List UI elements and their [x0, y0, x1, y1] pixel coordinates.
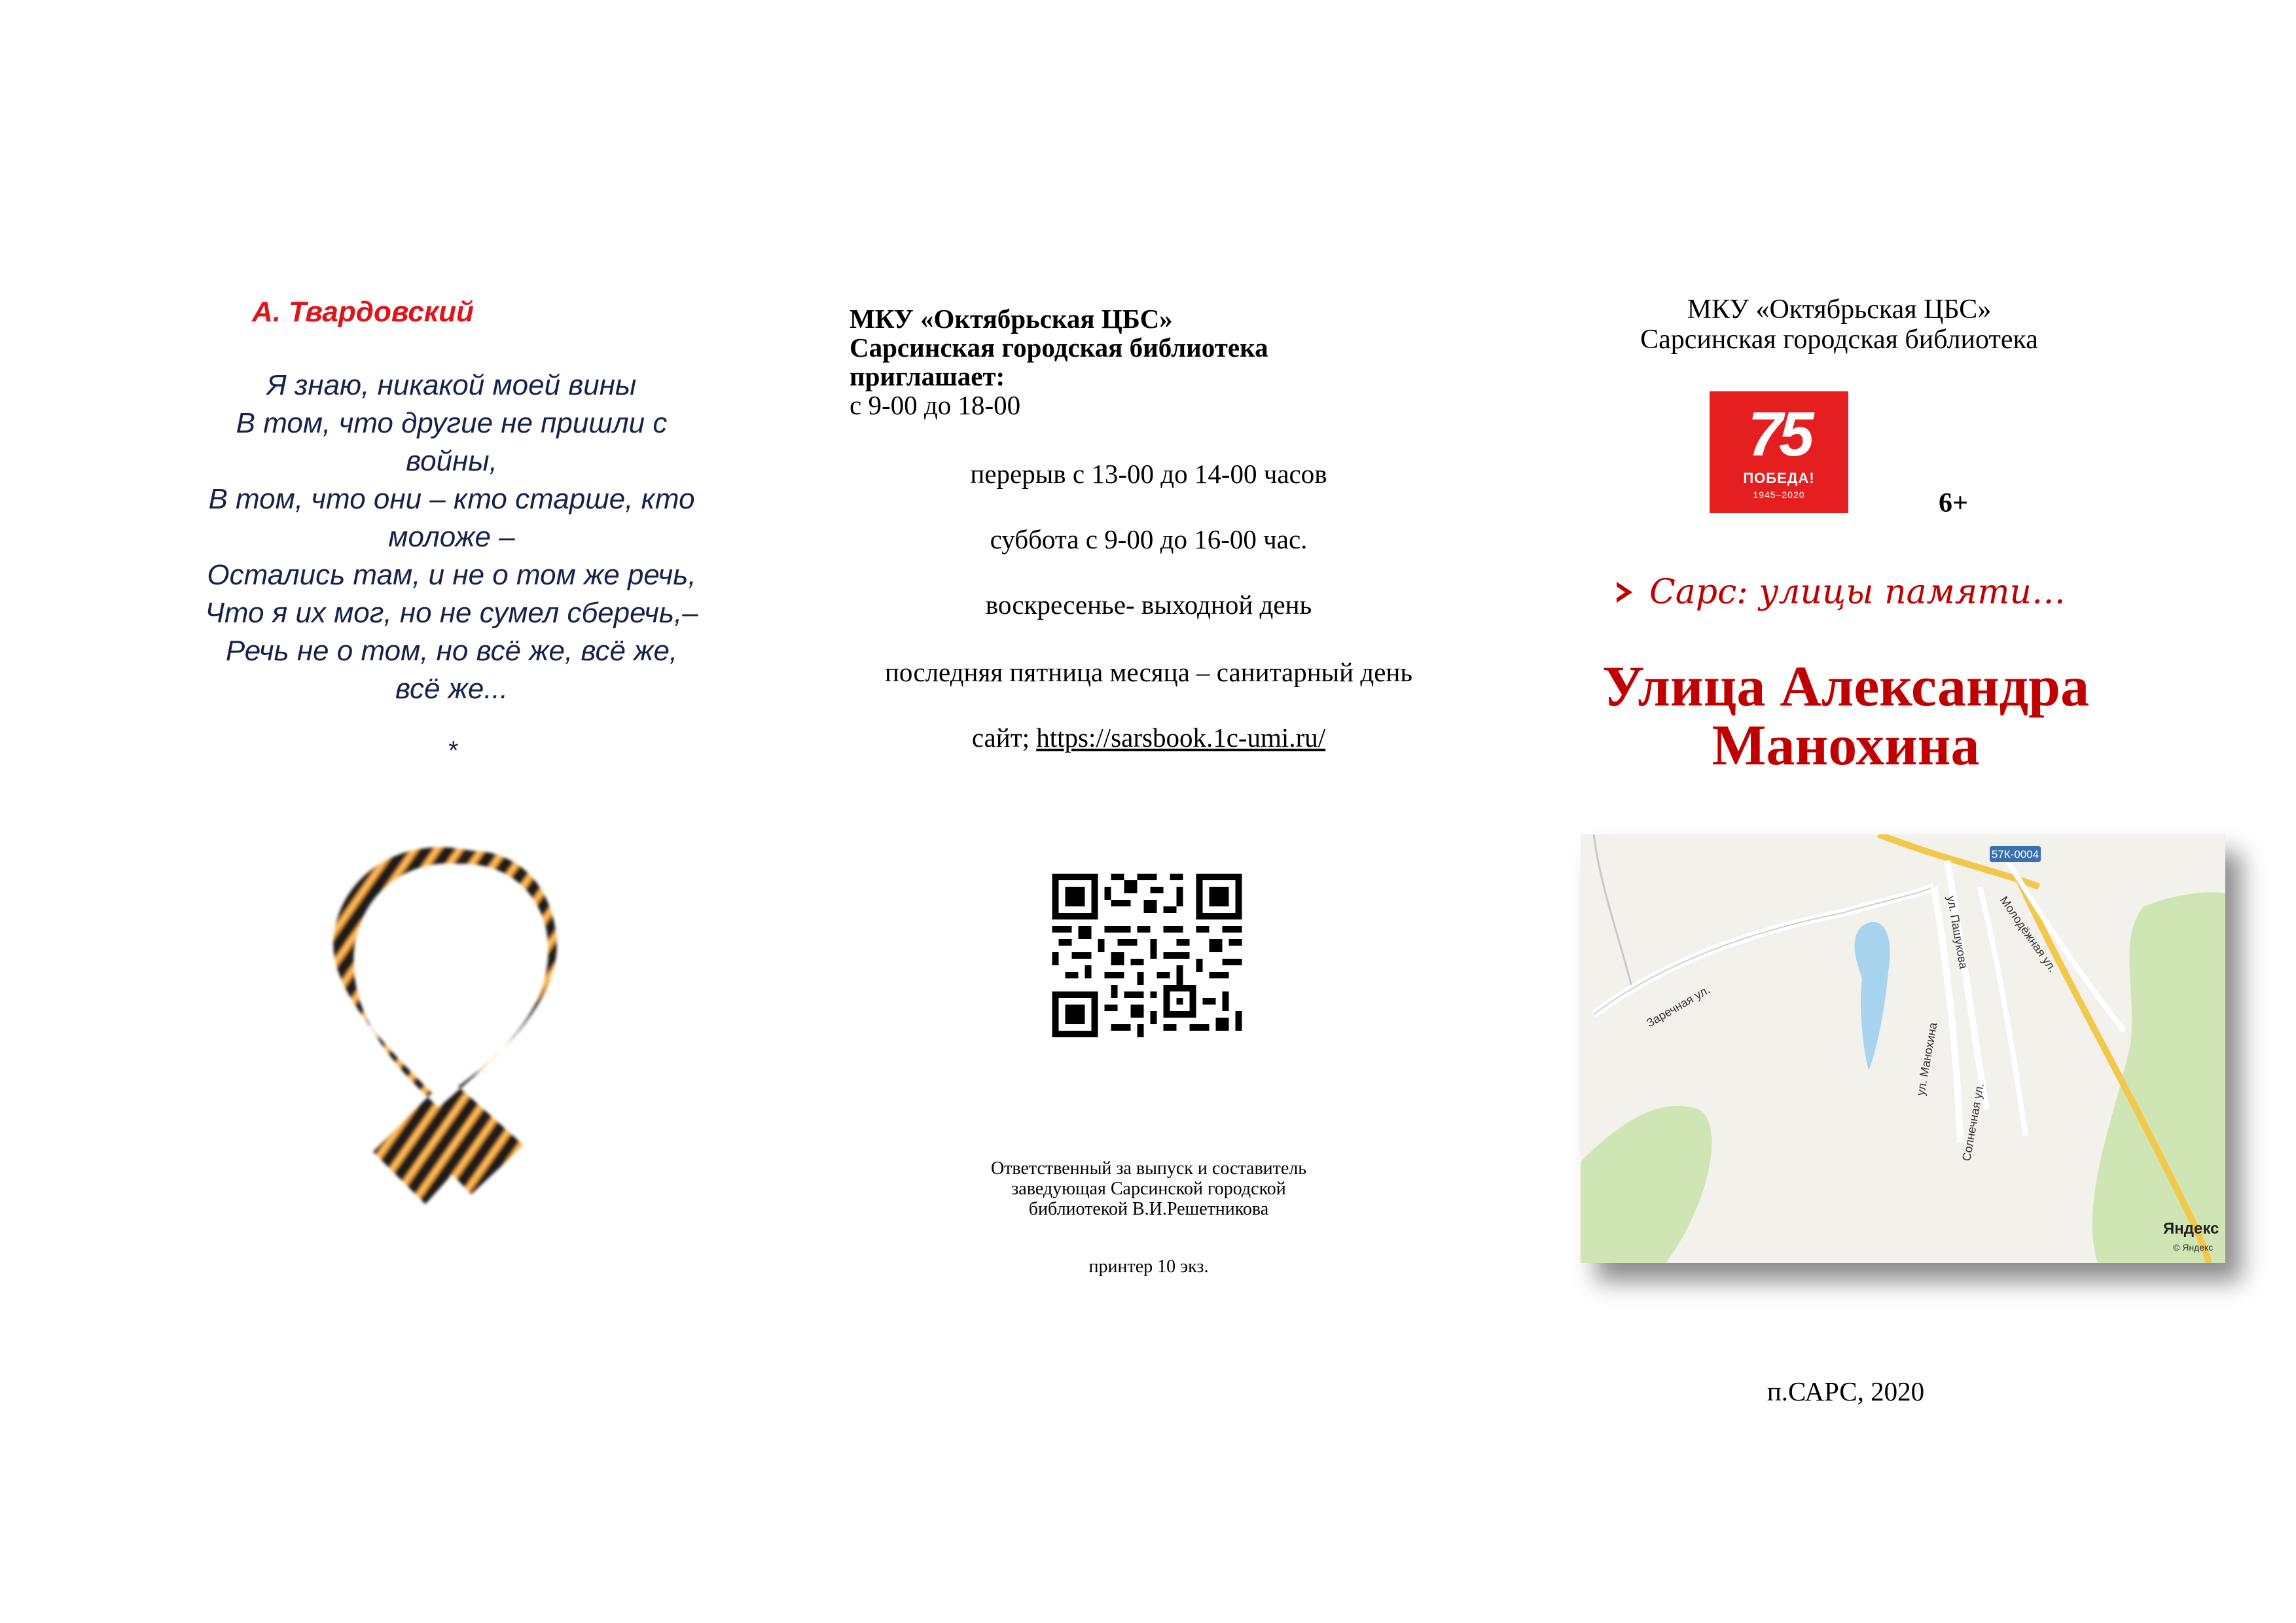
map-street-label: ул. Манохина	[1914, 1021, 1940, 1097]
victory-75-logo	[1710, 391, 1848, 513]
poem-line: Что я их мог, но не сумел сберечь,–	[205, 597, 698, 629]
map-copyright: © Яндекс	[2173, 1242, 2214, 1253]
invites-label: приглашает:	[850, 361, 1005, 391]
cover-library-name: Сарсинская городская библиотека	[1640, 325, 2038, 355]
series-title: Сарс: улицы памяти…	[1649, 573, 2066, 612]
poem-author: А. Твардовский	[252, 296, 474, 328]
poem-ornament: *	[448, 736, 459, 765]
logo-number: 75	[1748, 399, 1810, 469]
poem-line: В том, что другие не пришли с	[236, 407, 668, 439]
series-heading	[1617, 573, 2066, 612]
map-graphic	[1581, 834, 2225, 1263]
poem-line: всё же...	[395, 673, 509, 705]
sanitary-day-note: последняя пятница месяца – санитарный день	[884, 657, 1413, 687]
map-street-label: Заречная ул.	[1644, 982, 1712, 1030]
website-label: сайт;	[971, 722, 1037, 753]
credits-line: библиотекой В.И.Решетникова	[1028, 1199, 1269, 1219]
poem-line: Я знаю, никакой моей вины	[266, 369, 637, 401]
sunday-note: воскресенье- выходной день	[985, 590, 1312, 620]
org-name: МКУ «Октябрьская ЦБС»	[850, 304, 1173, 334]
poem	[131, 366, 772, 708]
poem-line: Речь не о том, но всё же, всё же,	[225, 635, 678, 667]
website-link[interactable]: https://sarsbook.1c-umi.ru/	[1036, 722, 1326, 753]
map-road-badge: 57К-0004	[1991, 848, 2039, 861]
yandex-logo: Яндекс	[2163, 1220, 2219, 1238]
poem-line: войны,	[406, 445, 497, 477]
street-title-line: Манохина	[1712, 714, 1980, 777]
print-run: принтер 10 экз.	[1088, 1257, 1209, 1277]
cover-org	[1545, 294, 2134, 355]
break-hours: перерыв с 13-00 до 14-00 часов	[970, 459, 1327, 489]
saturday-hours: суббота с 9-00 до 16-00 час.	[990, 524, 1308, 554]
place-and-year: п.САРС, 2020	[1767, 1376, 1925, 1406]
credits-line: Ответственный за выпуск и составитель	[990, 1158, 1307, 1179]
street-map	[1581, 834, 2225, 1263]
arrow-bullet-icon	[1617, 582, 1632, 603]
st-george-ribbon-icon	[262, 838, 628, 1230]
map-street-label: Солнечная ул.	[1960, 1082, 1986, 1162]
map-street-label: Молодёжная ул.	[1997, 893, 2060, 975]
credits-line: заведующая Сарсинской городской	[1011, 1179, 1286, 1199]
library-info	[850, 304, 1268, 419]
poem-line: моложе –	[388, 521, 515, 553]
logo-word: ПОБЕДА!	[1743, 470, 1815, 486]
credits	[913, 1158, 1384, 1219]
library-name: Сарсинская городская библиотека	[850, 332, 1268, 363]
street-title-line: Улица Александра	[1602, 655, 2090, 719]
website-line	[805, 722, 1492, 753]
poem-line: В том, что они – кто старше, кто	[208, 483, 695, 515]
poem-line: Остались там, и не о том же речь,	[207, 559, 696, 591]
age-rating: 6+	[1939, 488, 1968, 518]
map-street-label: ул. Пашукова	[1945, 895, 1971, 970]
cover-org-name: МКУ «Октябрьская ЦБС»	[1687, 294, 1992, 325]
logo-years: 1945–2020	[1753, 490, 1805, 500]
qr-code-icon	[1047, 874, 1247, 1037]
opening-hours: с 9-00 до 18-00	[850, 390, 1021, 420]
street-title	[1525, 655, 2166, 777]
